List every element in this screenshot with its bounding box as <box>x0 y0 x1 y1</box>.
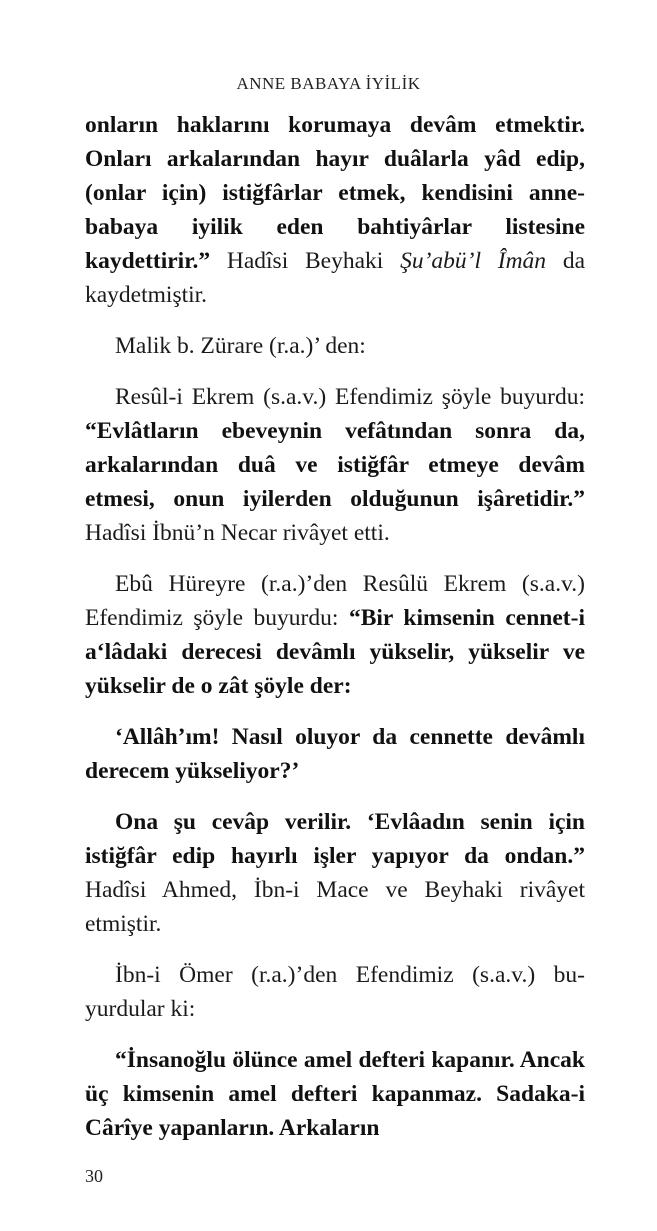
paragraph-4 <box>85 567 585 703</box>
hadith-quote: Ona şu cevâp verilir. ‘Evlâadın senin için istiğfâr edip hayırlı işler yapıyor da ondan.” <box>85 809 585 869</box>
page-body <box>85 108 585 1162</box>
citation-text: Hadîsi Ahmed, İbn-i Mace ve Beyhaki rivâyet etmiştir. <box>85 877 585 937</box>
hadith-quote: onların haklarını korumaya devâm etmektir. Onları arkalarından hayır duâlarla yâd edip, (onlar için) istiğfârlar etmek, kendisini anne-babaya iyilik eden bahtiyârlar listesine kaydettirir.” <box>85 112 585 274</box>
paragraph-3 <box>85 380 585 550</box>
source-title: Şu’abü’l Îmân <box>400 248 547 274</box>
intro-text: Ebû Hüreyre (r.a.)’den Resûlü Ekrem (s.a.v.) Efendimiz şöyle buyurdu: <box>85 571 585 631</box>
hadith-quote: “Bir kimsenin cennet-i a‘lâdaki derecesi devâmlı yükselir, yükselir ve yükselir de o zât şöyle der: <box>85 605 585 699</box>
hadith-quote: “İnsanoğlu ölünce amel defteri kapanır. Ancak üç kimsenin amel defteri kapanmaz. Sadaka-i Cârîye yapanların. Arkaların <box>85 1047 585 1141</box>
paragraph-8 <box>85 1043 585 1145</box>
paragraph-2 <box>85 329 585 363</box>
citation-text-end: da kaydetmiştir. <box>85 248 586 308</box>
citation-text: Hadîsi İbnü’n Necar rivâyet etti. <box>85 520 390 546</box>
intro-text: Resûl-i Ekrem (s.a.v.) Efendimiz şöyle buyurdu: <box>115 384 585 410</box>
page-number: 30 <box>85 1166 103 1186</box>
narrator-line: Malik b. Zürare (r.a.)’ den: <box>115 333 366 359</box>
paragraph-6 <box>85 805 585 941</box>
running-title: ANNE BABAYA İYİLİK <box>236 74 421 93</box>
narrator-line: İbn-i Ömer (r.a.)’den Efendimiz (s.a.v.) buyurdular ki: <box>85 962 585 1022</box>
paragraph-1 <box>85 108 585 312</box>
paragraph-5 <box>85 720 585 788</box>
hadith-quote: ‘Allâh’ım! Nasıl oluyor da cennette devâmlı derecem yükseliyor?’ <box>85 724 585 784</box>
hadith-quote: “Evlâtların ebeveynin vefâtından sonra da, arkalarından duâ ve istiğfâr etmeye devâm etmesi, onun iyilerden olduğunun işâretidir.” <box>85 418 585 512</box>
paragraph-7 <box>85 958 585 1026</box>
citation-text: Hadîsi Beyhaki <box>210 248 401 274</box>
